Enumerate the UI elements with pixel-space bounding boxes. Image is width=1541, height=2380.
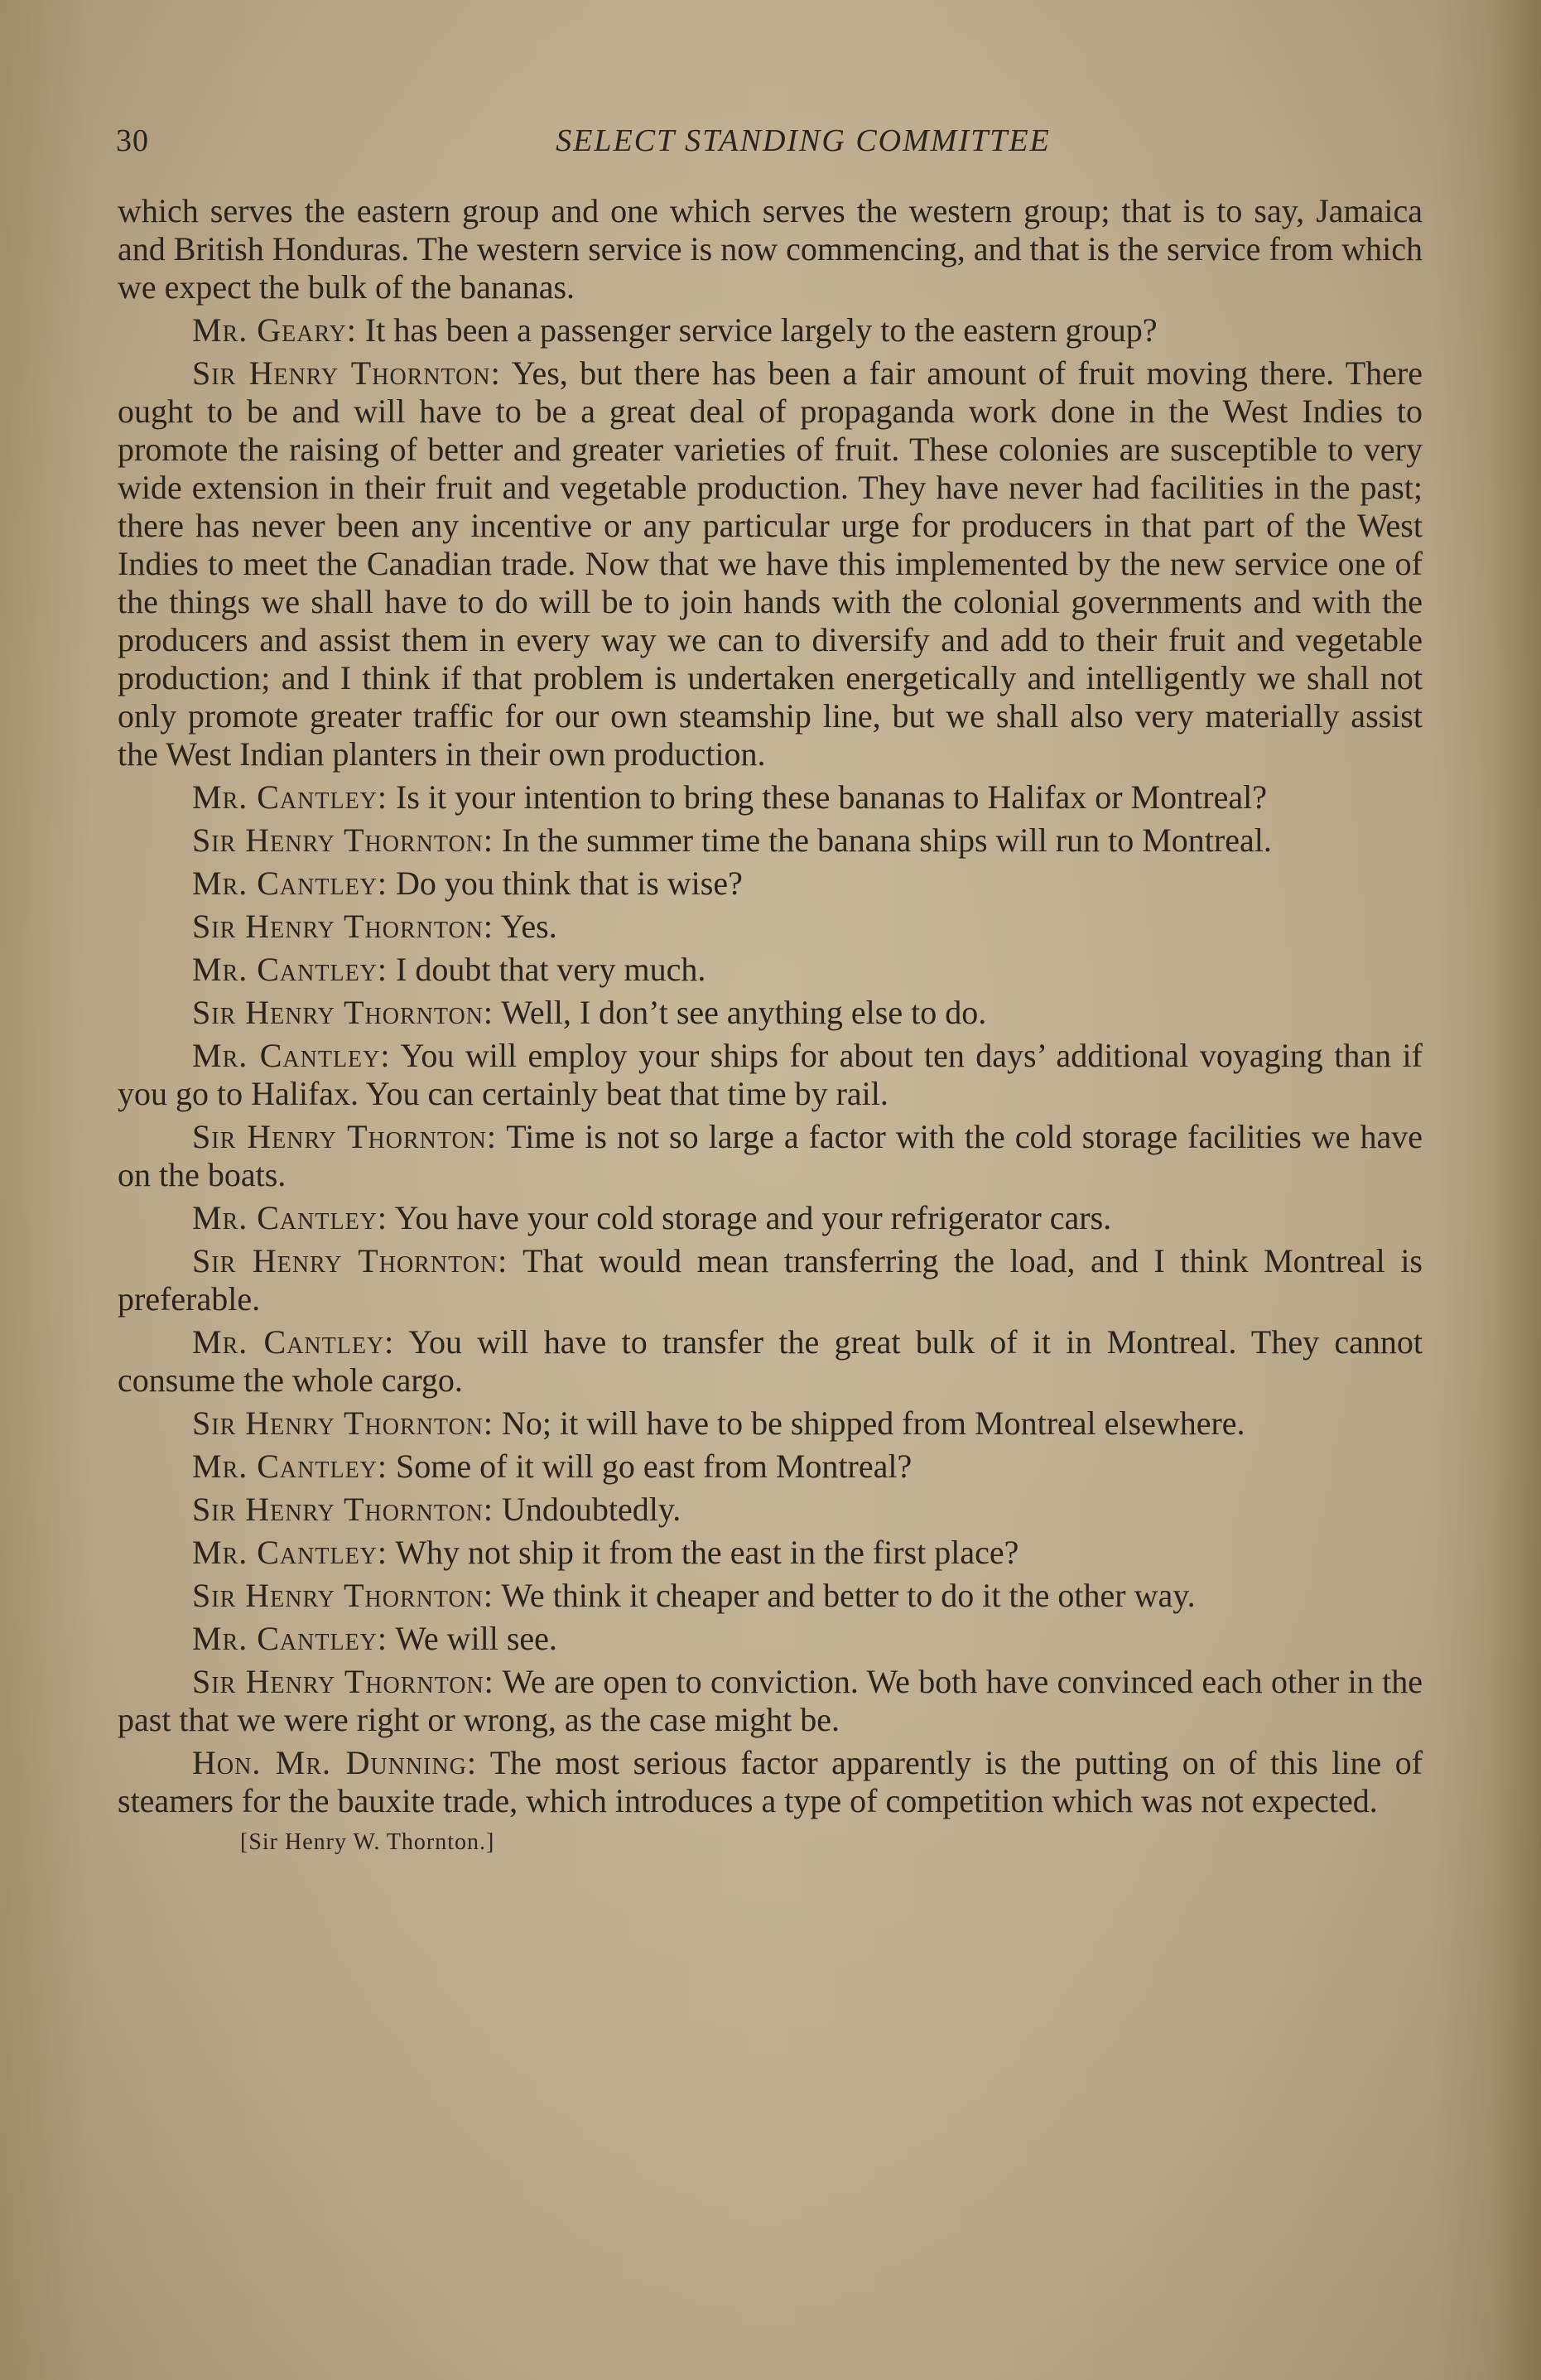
speaker-name: Sir Henry Thornton:: [192, 1663, 494, 1700]
speaker-name: Sir Henry Thornton:: [192, 821, 494, 859]
paragraph: [118, 778, 1423, 817]
paragraph: [118, 908, 1423, 946]
paragraph: [118, 1037, 1423, 1113]
paragraph: [118, 821, 1423, 860]
paragraph-text: Undoubtedly.: [494, 1491, 681, 1528]
speaker-name: Sir Henry Thornton:: [192, 1118, 497, 1155]
paragraph: [118, 1448, 1423, 1486]
speaker-name: Mr. Cantley:: [192, 865, 388, 902]
paragraph: [118, 1118, 1423, 1194]
paragraph-text: Is it your intention to bring these bananas to Halifax or Montreal?: [388, 778, 1267, 816]
speaker-name: Mr. Cantley:: [192, 1534, 388, 1571]
speaker-name: Mr. Cantley:: [192, 1620, 388, 1657]
paragraph: [118, 1620, 1423, 1658]
paragraph-text: The most serious factor apparently is the putting on of this line of steamers for the bauxite trade, which introduces a type of competition which was not expected.: [118, 1744, 1423, 1819]
opening-paragraph: which serves the eastern group and one which serves the western group; that is to say, Jamaica and British Honduras. The western service is now commencing, and that is the service from which we expect the bulk of the bananas.: [118, 192, 1423, 306]
paragraph: [118, 311, 1423, 349]
speaker-name: Sir Henry Thornton:: [192, 994, 494, 1031]
transcript-body: [118, 192, 1423, 1857]
paragraph: [118, 1404, 1423, 1443]
paragraph-text: We are open to conviction. We both have convinced each other in the past that we were right or wrong, as the case might be.: [118, 1663, 1423, 1738]
paragraph-text: No; it will have to be shipped from Montreal elsewhere.: [494, 1404, 1245, 1442]
paragraph-text: It has been a passenger service largely to the eastern group?: [356, 311, 1158, 349]
running-title: SELECT STANDING COMMITTEE: [556, 123, 1051, 158]
paragraph-text: Yes.: [494, 908, 557, 945]
paragraph-text: You will employ your ships for about ten days’ additional voyaging than if you go to Halifax. You can certainly beat that time by rail.: [118, 1037, 1423, 1112]
paragraph: [118, 1534, 1423, 1572]
paragraph-text: You have your cold storage and your refrigerator cars.: [388, 1199, 1112, 1236]
paragraph: [118, 865, 1423, 903]
paragraph: [118, 1744, 1423, 1820]
paragraph: [118, 951, 1423, 989]
paragraph-text: Do you think that is wise?: [388, 865, 743, 902]
speaker-name: Mr. Cantley:: [192, 778, 388, 816]
speaker-name: Sir Henry Thornton:: [192, 908, 494, 945]
witness-footnote: [Sir Henry W. Thornton.]: [240, 1829, 495, 1855]
paragraph-text: That would mean transferring the load, and I think Montreal is preferable.: [118, 1242, 1423, 1318]
speaker-name: Sir Henry Thornton:: [192, 1404, 494, 1442]
paragraph-text: Time is not so large a factor with the cold storage facilities we have on the boats.: [118, 1118, 1423, 1193]
speaker-name: Sir Henry Thornton:: [192, 1491, 494, 1528]
paragraph-text: In the summer time the banana ships will run to Montreal.: [494, 821, 1272, 859]
paragraph: [118, 1323, 1423, 1400]
speaker-name: Mr. Cantley:: [192, 1199, 388, 1236]
paragraph: [118, 1242, 1423, 1318]
paragraph-text: You will have to transfer the great bulk of it in Montreal. They cannot consume the whole cargo.: [118, 1323, 1423, 1399]
speaker-name: Hon. Mr. Dunning:: [192, 1744, 477, 1781]
page-number: 30: [116, 123, 149, 158]
speaker-name: Mr. Cantley:: [192, 1037, 391, 1074]
speaker-name: Mr. Cantley:: [192, 1448, 388, 1485]
paragraph: [118, 1577, 1423, 1615]
paragraph: [118, 1663, 1423, 1739]
paragraph-text: We will see.: [388, 1620, 557, 1657]
paragraph-text: We think it cheaper and better to do it the other way.: [494, 1577, 1196, 1614]
page-header: [116, 123, 1424, 164]
paragraph-text: Some of it will go east from Montreal?: [388, 1448, 913, 1485]
paragraph-text: Yes, but there has been a fair amount of fruit moving there. There ought to be and will have to be a great deal of propaganda work done in the West Indies to promote the raising of better and greater varieties of fruit. These colonies are susceptible to very wide extension in their fruit and vegetable production. They have never had facilities in the past; there has never been any incentive or any particular urge for producers in that part of the West Indies to meet the Canadian trade. Now that we have this implemented by the new service one of the things we shall have to do will be to join hands with the colonial governments and with the producers and assist them in every way we can to diversify and add to their fruit and vegetable production; and I think if that problem is undertaken energetically and intelligently we shall not only promote greater traffic for our own steamship line, but we shall also very materially assist the West Indian planters in their own production.: [118, 354, 1423, 773]
paragraph-text: I doubt that very much.: [388, 951, 706, 988]
speaker-name: Sir Henry Thornton:: [192, 1577, 494, 1614]
paragraph-text: Why not ship it from the east in the first place?: [388, 1534, 1019, 1571]
speaker-name: Mr. Cantley:: [192, 1323, 395, 1361]
paragraph: [118, 1491, 1423, 1529]
paragraph: [118, 354, 1423, 773]
speaker-name: Mr. Cantley:: [192, 951, 388, 988]
speaker-name: Mr. Geary:: [192, 311, 357, 349]
speaker-name: Sir Henry Thornton:: [192, 354, 501, 392]
paragraph: [118, 1199, 1423, 1237]
paragraph-text: Well, I don’t see anything else to do.: [494, 994, 987, 1031]
paragraph: [118, 994, 1423, 1032]
speaker-name: Sir Henry Thornton:: [192, 1242, 508, 1279]
